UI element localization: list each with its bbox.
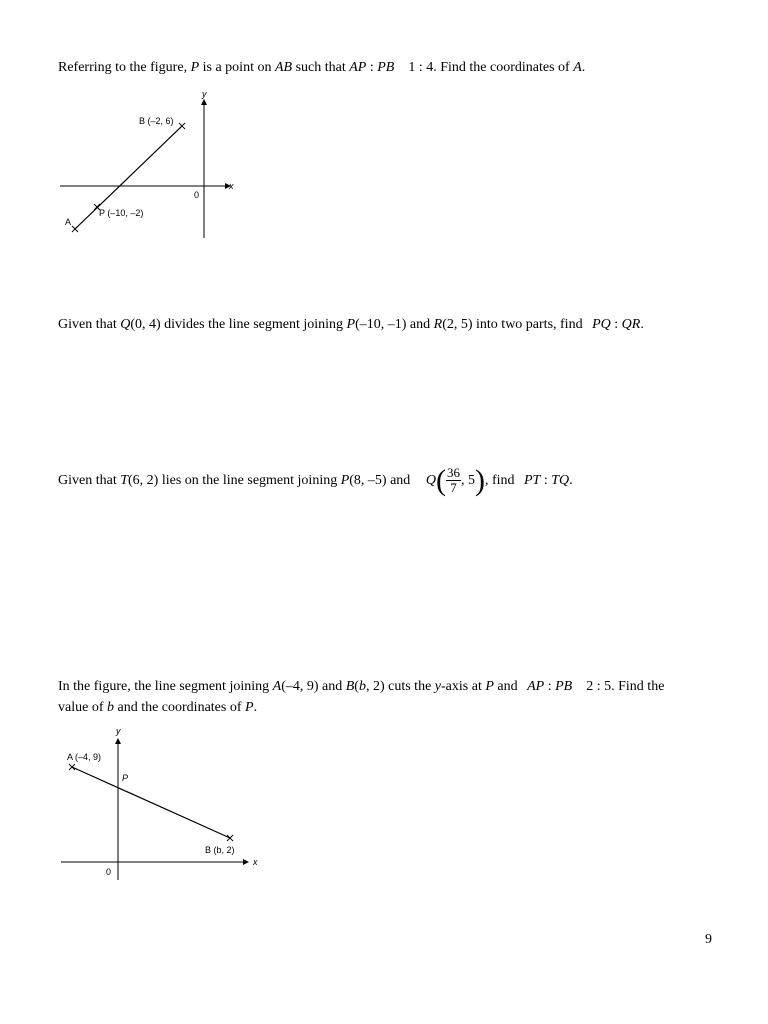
q4-var-b: B (345, 679, 355, 694)
fig4-x-arrow (243, 859, 249, 865)
q1-text-part: Referring to the figure, (58, 60, 191, 75)
q3-coord-y: , 5 (460, 473, 475, 488)
q4-text-part: . Find the (611, 679, 665, 694)
q2-colon: : (610, 317, 622, 332)
q3-paren-close: ) (474, 463, 485, 497)
q2-var-qr: QR (621, 317, 641, 332)
q1-colon: : (366, 60, 378, 75)
q4-var-a: A (272, 679, 282, 694)
question-3-text (58, 464, 573, 498)
q3-var-pt: PT (524, 473, 541, 488)
fig1-mark-a (72, 226, 78, 232)
q3-period: . (569, 473, 573, 488)
q3-text-part: , find (484, 473, 518, 488)
fig1-y-arrow (201, 99, 207, 105)
q2-var-pq: PQ (592, 317, 611, 332)
q4-var-ap: AP (527, 679, 545, 694)
q4-text-part: -axis at (441, 679, 486, 694)
q4-text-part: , 2) cuts the (365, 679, 435, 694)
q2-period: . (640, 317, 644, 332)
q3-fraction-numerator: 36 (446, 465, 460, 481)
q3-text-part: (8, –5) and (349, 473, 414, 488)
fig4-x-label: x (253, 857, 258, 867)
q4-text-part: value of (58, 700, 107, 715)
q3-fraction-denominator: 7 (450, 480, 457, 496)
q1-text-part: . Find the coordinates of (433, 60, 574, 75)
question-2-text (58, 314, 644, 335)
fig4-a-label: A (–4, 9) (67, 752, 102, 762)
fig1-x-label: x (229, 181, 234, 191)
q2-text-part: (2, 5) into two parts, find (442, 317, 587, 332)
question-1-text (58, 57, 585, 78)
q4-text-part: and the coordinates of (113, 700, 245, 715)
q4-var-b-lower: b (358, 679, 366, 694)
fig1-p-label: P (–10, –2) (99, 208, 144, 218)
q1-ratio: 1 : 4 (408, 60, 434, 75)
fig4-b-label: B (b, 2) (205, 845, 235, 855)
fig4-y-label: y (116, 726, 121, 736)
q4-ratio: 2 : 5 (586, 679, 612, 694)
q1-var-pb: PB (377, 60, 395, 75)
q3-text-part: (6, 2) lies on the line segment joining (128, 473, 341, 488)
q2-var-r: R (433, 317, 443, 332)
q4-text-part: ( (354, 679, 359, 694)
fig4-origin-label: 0 (106, 867, 112, 877)
figure-4 (55, 722, 275, 887)
q1-var-p: P (190, 60, 200, 75)
q1-text-part: such that (292, 60, 350, 75)
q2-var-q: Q (120, 317, 131, 332)
q1-var-a: A (573, 60, 582, 75)
fig1-y-label: y (202, 89, 207, 99)
q4-text-part: and (493, 679, 522, 694)
q1-period: . (581, 60, 586, 75)
q3-paren-open: ( (435, 463, 446, 497)
q4-text-part: In the figure, the line segment joining (58, 679, 273, 694)
q4-text-part: (–4, 9) and (281, 679, 346, 694)
q2-text-part: Given that (58, 317, 121, 332)
q3-fraction (446, 466, 461, 495)
fig4-segment-ab (72, 767, 230, 838)
q3-colon: : (540, 473, 552, 488)
fig1-a-label: A (65, 217, 72, 227)
question-4-line-2 (58, 697, 257, 718)
q3-var-tq: TQ (551, 473, 570, 488)
fig1-b-label: B (–2, 6) (139, 116, 174, 126)
fig1-mark-b (179, 123, 185, 129)
q4-var-p: P (245, 700, 254, 715)
fig4-p-label: P (122, 773, 129, 783)
q3-var-p: P (340, 473, 350, 488)
fig4-y-arrow (115, 738, 121, 744)
q4-var-p: P (485, 679, 494, 694)
q3-var-t: T (120, 473, 129, 488)
q4-var-b-lower: b (106, 700, 114, 715)
q3-text-part: Given that (58, 473, 121, 488)
fig1-origin-label: 0 (194, 190, 200, 200)
q3-var-q: Q (425, 473, 436, 488)
q4-var-y: y (434, 679, 442, 694)
q1-var-ab: AB (274, 60, 293, 75)
figure-1 (55, 88, 245, 243)
q1-var-ap: AP (349, 60, 367, 75)
q2-text-part: (–10, –1) and (355, 317, 434, 332)
q4-period: . (253, 700, 258, 715)
q4-var-pb: PB (555, 679, 573, 694)
fig4-mark-a (69, 764, 75, 770)
fig4-mark-b (227, 835, 233, 841)
q1-text-part: is a point on (199, 60, 275, 75)
q2-text-part: (0, 4) divides the line segment joining (130, 317, 347, 332)
page-number: 9 (705, 932, 712, 947)
q2-var-p: P (346, 317, 356, 332)
q4-colon: : (544, 679, 556, 694)
question-4-line-1 (58, 676, 664, 697)
